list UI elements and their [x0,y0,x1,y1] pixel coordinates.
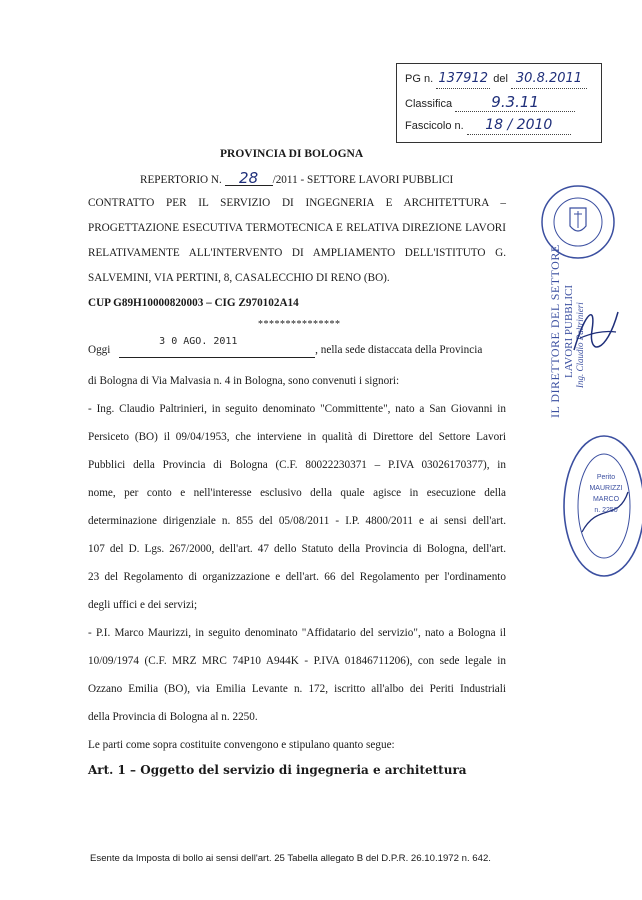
document-title: PROVINCIA DI BOLOGNA [220,148,364,160]
director-stamp-line1: IL DIRETTORE DEL SETTORE [548,244,562,418]
body-line: Le parti come sopra costituite convengono e stipulano quanto segue: [88,739,395,751]
province-seal [540,184,616,260]
signature-icon [566,300,626,360]
protocol-date: 30.8.2011 [511,70,587,89]
periti-line: Perito [596,474,616,481]
repertorio-prefix: REPERTORIO N. [140,174,222,186]
periti-line: MAURIZZI [589,485,623,492]
classifica-value: 9.3.11 [455,93,575,112]
protocol-classifica-row [405,93,575,111]
body-line: nome, per conto e nell'interesse esclusivo della quale agisce in esecuzione della [88,487,506,499]
date-prefix: Oggi [88,344,111,356]
date-slot [119,336,315,358]
periti-stamp-center [588,472,624,516]
del-label: del [493,73,508,85]
repertorio-line [140,171,453,186]
protocol-fascicolo-row [405,116,571,134]
body-line: 23 del Regolamento di organizzazione e dell'art. 66 del Regolamento per l'ordinamento [88,571,506,583]
repertorio-suffix: /2011 - SETTORE LAVORI PUBBLICI [272,174,454,186]
classifica-label: Classifica [405,98,453,110]
body-line: della Provincia di Bologna al n. 2250. [88,711,258,723]
repertorio-number: 28 [225,171,273,186]
director-stamp-name: Ing. Claudio Paltrinieri [575,302,585,388]
article-heading: Art. 1 – Oggetto del servizio di ingegneria e architettura [88,763,467,777]
director-stamp-line2: LAVORI PUBBLICI [563,284,575,378]
body-line: 107 del D. Lgs. 267/2000, dell'art. 47 dello Statuto della Provincia di Bologna, dell'art. [88,543,506,555]
stamped-date: 3 0 AGO. 2011 [159,336,238,347]
body-line: determinazione dirigenziale n. 855 del 05/08/2011 - I.P. 4800/2011 e ai sensi dell'art. [88,515,506,527]
periti-line: n. 2250 [594,507,618,514]
footer-note: Esente da Imposta di bollo ai sensi dell'art. 25 Tabella allegato B del D.P.R. 26.10.1972 n. 642. [90,853,491,864]
cup-cig-line: CUP G89H10000820003 – CIG Z970102A14 [88,297,299,309]
body-line: Pubblici della Provincia di Bologna (C.F. 80022230371 – P.IVA 03026170377), in [88,459,506,471]
subject-line: PROGETTAZIONE ESECUTIVA TERMOTECNICA E RELATIVA DIREZIONE LAVORI [88,222,506,234]
fascicolo-label: Fascicolo n. [405,120,464,132]
protocol-stamp [396,63,602,143]
body-line: degli uffici e dei servizi; [88,599,198,611]
fascicolo-value: 18 / 2010 [467,116,571,135]
director-signature [566,300,626,360]
periti-stamp [558,432,642,580]
subject-line: SALVEMINI, VIA PERTINI, 8, CASALECCHIO DI RENO (BO). [88,272,390,284]
date-line [88,336,506,358]
body-line: di Bologna di Via Malvasia n. 4 in Bologna, sono convenuti i signori: [88,375,400,387]
body-line: - P.I. Marco Maurizzi, in seguito denominato "Affidatario del servizio", nato a Bologna il [88,627,506,639]
subject-line: RELATIVAMENTE ALL'INTERVENTO DI AMPLIAMENTO DELL'ISTITUTO G. [88,247,506,259]
body-line: Persiceto (BO) il 09/04/1953, che interviene in qualità di Direttore del Settore Lavori [88,431,506,443]
body-line: 10/09/1974 (C.F. MRZ MRC 74P10 A944K - P.IVA 01846711206), con sede legale in [88,655,506,667]
body-line: Ozzano Emilia (BO), via Emilia Levante n. 172, iscritto all'albo dei Periti Industriali [88,683,506,695]
province-seal-icon [540,184,616,260]
subject-line: CONTRATTO PER IL SERVIZIO DI INGEGNERIA E ARCHITETTURA – [88,197,506,209]
pg-number: 137912 [436,70,490,89]
date-suffix: , nella sede distaccata della Provincia [315,344,483,356]
pg-label: PG n. [405,73,434,85]
body-line: - Ing. Claudio Paltrinieri, in seguito denominato "Committente", nato a San Giovanni in [88,403,506,415]
protocol-pg-row [405,70,587,88]
separator: *************** [258,319,341,330]
periti-line: MARCO [592,496,620,503]
